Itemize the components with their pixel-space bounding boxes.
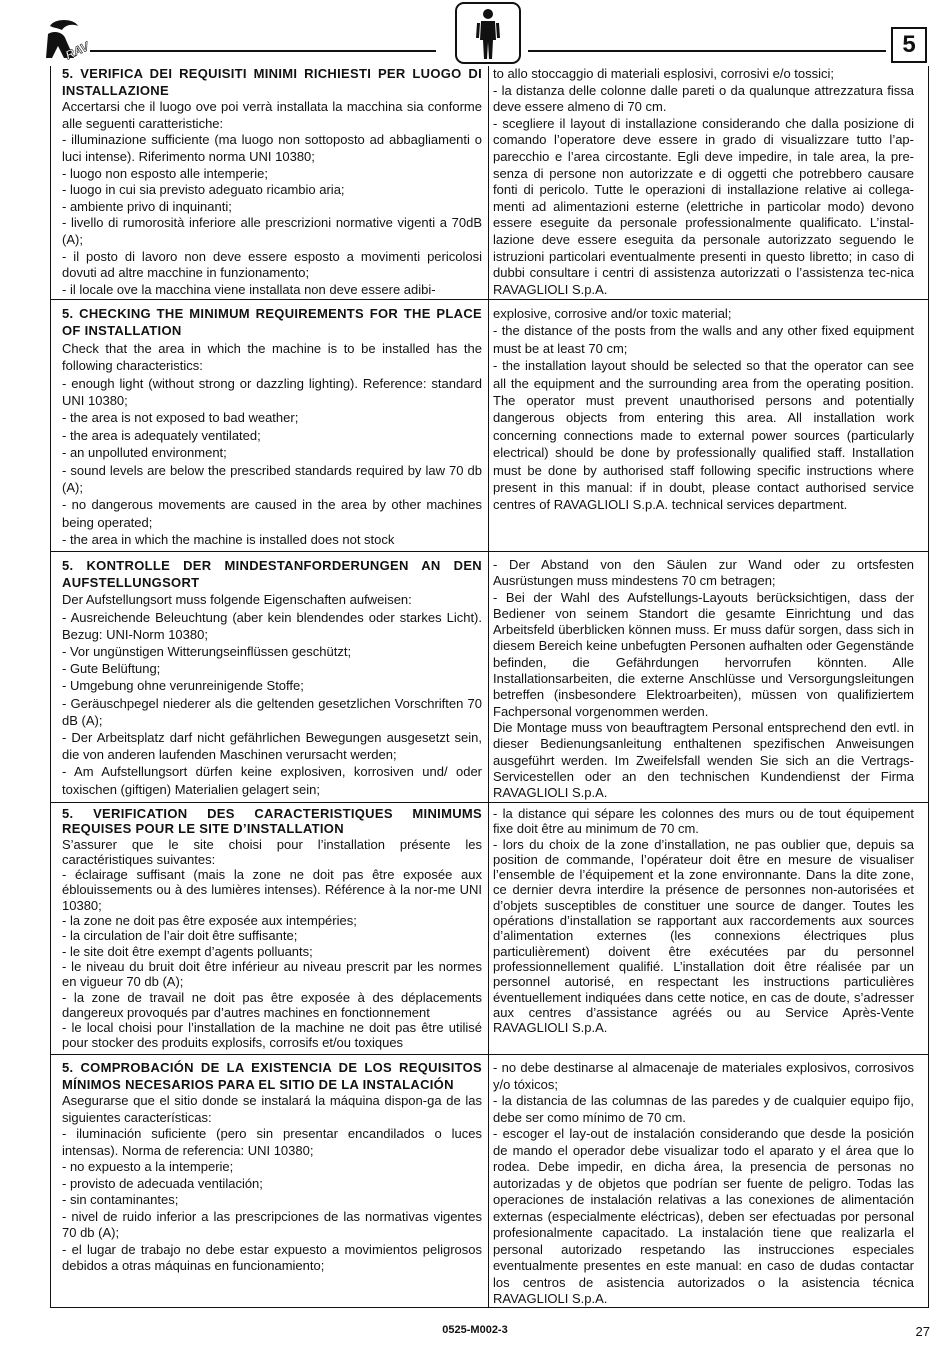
paragraph: - il posto di lavoro non deve essere esposto a movimenti pericolosi dovuti ad altre macchine in funzionamento; xyxy=(62,248,482,281)
paragraph: - the area is not exposed to bad weather; xyxy=(62,410,299,426)
section-heading: 5. VERIFICA DEI REQUISITI MINIMI RICHIESTI PER LUOGO DI INSTALLAZIONE xyxy=(62,66,482,98)
paragraph: - iluminación suficiente (pero sin presentar encandilados o luces intensas). Norma de referencia: UNI 10380; xyxy=(62,1126,482,1158)
section-heading: 5. COMPROBACIÓN DE LA EXISTENCIA DE LOS REQUISITOS MÍNIMOS NECESARIOS PARA EL SITIO DE LA INSTALACIÓN xyxy=(62,1060,482,1092)
paragraph: S’assurer que le site choisi pour l’installation présente les caractéristiques suivantes: xyxy=(62,836,482,867)
paragraph: - Bei der Wahl des Aufstellungs-Layouts berücksichtigen, dass der Bediener von seinem Standort die gesamte Einrichtung und das Arbeitsfeld überblicken können muss. Er muss dafür sorgen, dass sich in diesem Bereich keine unbefugten Personen aufhalten oder Gegenstände befinden, die Gefährdungen hervorrufen könnten. Alle Installationsarbeiten, die externe Anschlüsse und Versorgungsleitungen betreffen (insbesondere Elektroarbeiten), müssen von qualifiziertem Fachpersonal vorgenommen werden. xyxy=(493,589,914,719)
section-divider xyxy=(50,551,929,552)
section-italian xyxy=(50,66,929,299)
paragraph: - il locale ove la macchina viene installata non deve essere adibi- xyxy=(62,281,436,297)
paragraph: - enough light (without strong or dazzling lighting). Reference: standard UNI 10380; xyxy=(62,375,482,409)
brand-logo xyxy=(44,18,92,64)
operator-icon xyxy=(455,2,521,64)
section-right-column xyxy=(493,806,914,1035)
logo-text: RAV xyxy=(63,39,92,63)
paragraph: - éclairage suffisant (mais la zone ne doit pas être exposée aux éblouissements ou à des lumières intenses). Référence à la nor-me UNI 10380; xyxy=(62,867,482,913)
paragraph: - sound levels are below the prescribed standards required by law 70 db (A); xyxy=(62,462,482,496)
paragraph: - Ausreichende Beleuchtung (aber kein blendendes oder starkes Licht). Bezug: UNI-Norm 10380; xyxy=(62,609,482,642)
paragraph: Accertarsi che il luogo ove poi verrà installata la macchina sia conforme alle seguenti caratteristiche: xyxy=(62,99,482,131)
paragraph: - ambiente privo di inquinanti; xyxy=(62,198,232,214)
paragraph: - Der Arbeitsplatz darf nicht gefährlichen Bewegungen ausgesetzt sein, die von anderen laufenden Maschinen verursacht werden; xyxy=(62,730,482,763)
paragraph: - el lugar de trabajo no debe estar expuesto a movimientos peligrosos debidos a otras máquinas en funcionamiento; xyxy=(62,1241,482,1273)
paragraph: - la distanza delle colonne dalle pareti o da qualunque attrezzatura fissa deve essere almeno di 70 cm. xyxy=(493,82,914,115)
paragraph: - Am Aufstellungsort dürfen keine explosiven, korrosiven und/ oder toxischen (giftigen) Materialien gelagert sein; xyxy=(62,764,482,797)
header-rule-left xyxy=(90,50,436,52)
section-right-column xyxy=(493,66,914,298)
paragraph: - provisto de adecuada ventilación; xyxy=(62,1175,263,1191)
paragraph: - no expuesto a la intemperie; xyxy=(62,1159,234,1174)
paragraph: - scegliere il layout di installazione considerando che dalla posizione di comando l’operatore deve essere in grado di visualizzare tutto l’ap-parecchio e l’area circostante. Egli deve impedire, in tale area, la pre-senza di persone non autorizzate e di oggetti che potrebbero causare fonti di pericolo. Tutte le operazioni di installazione relative ai collega-menti ad alimentazioni esterne (elettriche in particolar modo) devono essere eseguite da personale professionalmente qualificato. L’instal-lazione deve essere eseguita da personale autorizzato seguendo le istruzioni particolari eventualmente presenti in questo libretto; in caso di dubbi consultare i centri di assistenza autorizzati o l’assistenza tec-nica RAVAGLIOLI S.p.A. xyxy=(493,115,914,297)
paragraph: - la zone de travail ne doit pas être exposée à des déplacements dangereux provoqués par d’autres machines en fonctionnement xyxy=(62,989,482,1020)
paragraph: - le niveau du bruit doit être inférieur au niveau prescrit par les normes en vigueur 70 db (A); xyxy=(62,958,482,990)
paragraph: - la distancia de las columnas de las paredes y de cualquier equipo fijo, debe ser como mínimo de 70 cm. xyxy=(493,1093,914,1125)
section-german xyxy=(50,557,929,802)
section-divider xyxy=(50,299,929,300)
paragraph: explosive, corrosive and/or toxic material; xyxy=(493,306,732,321)
paragraph: - livello di rumorosità inferiore alle prescrizioni normative vigenti a 70dB (A); xyxy=(62,215,482,247)
paragraph: - the installation layout should be selected so that the operator can see all the equipment and the surrounding area from the operating position. The operator must prevent unauthorised persons and potentially dangerous objects from entering this area. All installation work concerning connections made to external power sources (particularly electrical) should be done by professionally qualified staff. Installation must be done by authorised staff following specific instructions where present in this manual: if in doubt, please contact authorised service centres of RAVAGLIOLI S.p.A. technical services department. xyxy=(493,358,914,513)
paragraph: - the distance of the posts from the walls and any other fixed equipment must be at least 70 cm; xyxy=(493,323,914,356)
paragraph: - nivel de ruido inferior a las prescripciones de las normativas vigentes 70 db (A); xyxy=(62,1208,482,1240)
section-left-column xyxy=(62,305,482,549)
section-right-column xyxy=(493,305,914,514)
paragraph: Check that the area in which the machine is to be installed has the following characteristics: xyxy=(62,340,482,374)
section-heading: 5. KONTROLLE DER MINDESTANFORDERUNGEN AN DEN AUFSTELLUNGSORT xyxy=(62,558,482,591)
paragraph: - la distance qui sépare les colonnes des murs ou de tout équipement fixe doit être au minimum de 70 cm. xyxy=(493,806,914,837)
paragraph: - Der Abstand von den Säulen zur Wand oder zu ortsfesten Ausrüstungen muss mindestens 70 cm betragen; xyxy=(493,557,914,589)
page-number: 27 xyxy=(915,1324,930,1339)
paragraph: - escoger el lay-out de instalación considerando que desde la posición de mando el operador debe visualizar todo el aparato y el área que lo rodea. Debe impedir, en dicha área, la presencia de personas no autorizadas y de objetos que podrían ser fuente de peligro. Todas las operaciones de instalación relativas a las conexiones de alimentación externas (especialmente eléctricas), deben ser efectuadas por personal profesionalmente capacitado. La instalación tiene que realizarla el personal autorizado respetando las instrucciones especiales eventualmente presentes en este manual: en caso de dudas contactar los centros de asistencia autorizados o la asistencia técnica RAVAGLIOLI S.p.A. xyxy=(493,1126,914,1306)
section-english xyxy=(50,305,929,551)
section-heading: 5. VERIFICATION DES CARACTERISTIQUES MINIMUMS REQUISES POUR LE SITE D’INSTALLATION xyxy=(62,806,482,837)
section-right-column xyxy=(493,1060,914,1308)
section-left-column xyxy=(62,1060,482,1275)
section-spanish xyxy=(50,1060,929,1308)
chapter-tab: 5 xyxy=(891,27,927,63)
section-divider xyxy=(50,802,929,803)
section-divider xyxy=(50,1054,929,1055)
paragraph: - the area is adequately ventilated; xyxy=(62,427,261,443)
paragraph: - an unpolluted environment; xyxy=(62,445,227,461)
paragraph: - luogo in cui sia previsto adeguato ricambio aria; xyxy=(62,182,345,198)
paragraph: - the area in which the machine is installed does not stock xyxy=(62,532,395,548)
section-french xyxy=(50,806,929,1054)
paragraph: - luogo non esposto alle intemperie; xyxy=(62,165,268,181)
section-left-column xyxy=(62,806,482,1051)
paragraph: Asegurarse que el sitio donde se instalará la máquina dispon-ga de las siguientes características: xyxy=(62,1093,482,1125)
paragraph: - sin contaminantes; xyxy=(62,1192,179,1207)
document-code: 0525-M002-3 xyxy=(442,1324,508,1336)
paragraph: - Gute Belüftung; xyxy=(62,661,161,677)
paragraph: - la zone ne doit pas être exposée aux intempéries; xyxy=(62,913,357,929)
paragraph: - Geräuschpegel niederer als die geltenden gesetzlichen Vorschriften 70 dB (A); xyxy=(62,695,482,728)
paragraph: - no debe destinarse al almacenaje de materiales explosivos, corrosivos y/o tóxicos; xyxy=(493,1060,914,1092)
paragraph: - no dangerous movements are caused in the area by other machines being operated; xyxy=(62,497,482,530)
section-heading: 5. CHECKING THE MINIMUM REQUIREMENTS FOR THE PLACE OF INSTALLATION xyxy=(62,306,482,339)
paragraph: - lors du choix de la zone d’installation, ne pas oublier que, depuis sa position de commande, l’opérateur doit être en mesure de visualiser l’ensemble de l’équipement et la zone environnante. Dans la dite zone, ce dernier devra interdire la présence de personnes non-autorisées et d’objets susceptibles de constituer une source de danger. Toutes les opérations d’installation se rapportant aux raccordements aux sources d’alimentation externes (les connexions électriques plus particulièrement) doivent être exécutées par du personnel professionnellement qualifié. L’installation doit être réalisée par un personnel autorisé, en respectant les instructions particulières éventuellement indiquées dans cette notice, en cas de doute, s’adresser aux centres d’assistance agréés ou au Service Après-Vente RAVAGLIOLI S.p.A. xyxy=(493,836,914,1036)
section-right-column xyxy=(493,557,914,801)
paragraph: Der Aufstellungsort muss folgende Eigenschaften aufweisen: xyxy=(62,592,412,608)
header-rule-right xyxy=(528,50,886,52)
paragraph: - le site doit être exempt d’agents polluants; xyxy=(62,943,313,959)
paragraph: to allo stoccaggio di materiali esplosivi, corrosivi e/o tossici; xyxy=(493,66,835,81)
paragraph: - la circulation de l’air doit être suffisante; xyxy=(62,928,298,944)
paragraph: Die Montage muss von beauftragtem Personal entsprechend den evtl. in dieser Bedienungsanleitung enthaltenen spezifischen Anweisungen ausgeführt werden. Im Zweifelsfall wenden Sie sich an die Vertrags-Servicestellen oder an den technischen Kundendienst der Firma RAVAGLIOLI S.p.A. xyxy=(493,719,914,801)
paragraph: - Umgebung ohne verunreinigende Stoffe; xyxy=(62,678,304,694)
paragraph: - le local choisi pour l’installation de la machine ne doit pas être utilisé pour stocker des produits explosifs, corrosifs et/ou toxiques xyxy=(62,1020,482,1051)
section-left-column xyxy=(62,66,482,298)
paragraph: - illuminazione sufficiente (ma luogo non sottoposto ad abbagliamenti o luci intense). Riferimento norma UNI 10380; xyxy=(62,132,482,164)
section-left-column xyxy=(62,557,482,798)
paragraph: - Vor ungünstigen Witterungseinflüssen geschützt; xyxy=(62,644,352,660)
